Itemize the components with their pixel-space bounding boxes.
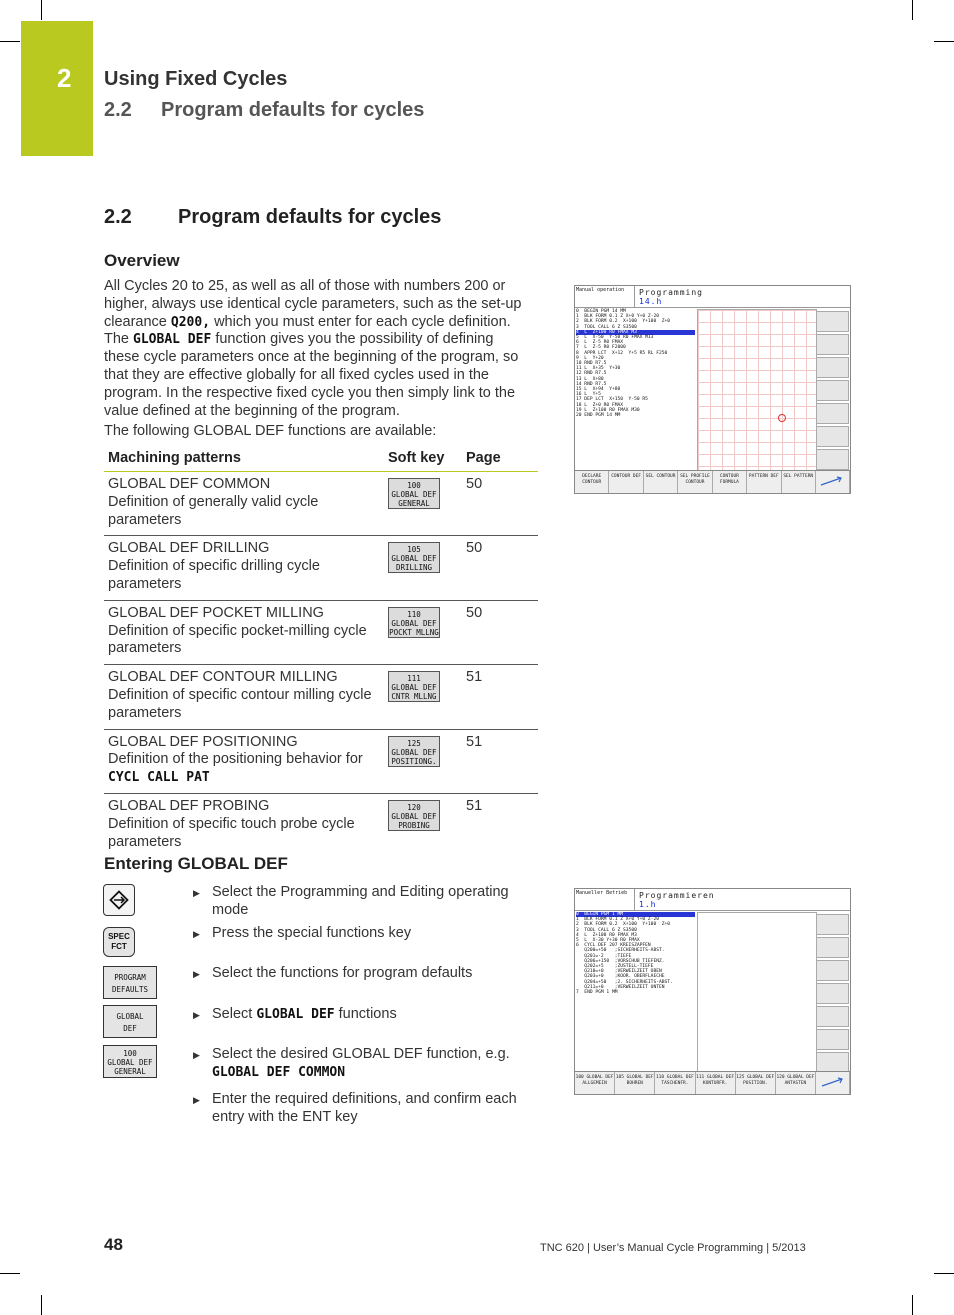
softkey-label: GENERAL — [398, 499, 430, 508]
crop-mark — [912, 1295, 913, 1315]
softkey-label: POCKT MLLNG — [389, 627, 439, 637]
program-line: 5 L X-30 Y+30 R0 FMAX — [576, 938, 640, 944]
program-line: 8 APPR LCT X+12 Y+5 R5 RL F250 — [576, 350, 668, 356]
table-row — [104, 729, 538, 793]
col-header-page: Page — [462, 446, 538, 472]
softkey-cell — [384, 665, 462, 729]
spec-fct-key[interactable] — [103, 927, 135, 957]
desc-text: Definition of the positioning behavior for — [108, 751, 363, 768]
screen-softkey[interactable]: SEL CONTOUR — [644, 471, 678, 493]
softkey-cell — [384, 729, 462, 793]
key-label: PROGRAM — [114, 973, 146, 982]
softkey-cell — [384, 536, 462, 600]
softkey-bar — [575, 1071, 850, 1094]
overview-paragraph — [104, 278, 528, 420]
desc-text: Definition of specific contour milling cycle parameters — [108, 686, 372, 721]
program-line: 4 L Z+100 R0 FMAX M3 — [576, 932, 637, 938]
tool-marker-icon — [778, 414, 786, 422]
graphics-window — [697, 309, 817, 471]
softkey-cell — [384, 793, 462, 857]
program-line: 0 BEGIN PGM 14 MM — [576, 309, 626, 314]
program-line: 2 BLK FORM 0.2 X+100 Y+100 Z+0 — [576, 319, 671, 325]
program-line: 11 L X+35 Y+30 — [576, 366, 621, 372]
softkey-label: GLOBAL DEF — [391, 683, 437, 693]
crop-mark — [0, 1273, 20, 1274]
pattern-cell — [104, 665, 384, 729]
bullet-arrow-icon: ▶ — [193, 888, 200, 898]
softkey-arrow-icon[interactable] — [816, 1072, 850, 1094]
program-line: 7 L Z-5 R0 F2000 — [576, 345, 626, 351]
program-defaults-softkey[interactable] — [103, 966, 157, 999]
key-label: GENERAL — [114, 1067, 146, 1076]
step-item — [193, 965, 533, 983]
tnc-screenshot-global-def — [574, 888, 851, 1095]
crop-mark — [934, 41, 954, 42]
overview-paragraph-2: The following GLOBAL DEF functions are available: — [104, 423, 437, 439]
pattern-cell — [104, 472, 384, 536]
table-row — [104, 793, 538, 857]
program-line: 9 L Y+20 — [576, 355, 604, 361]
screen-softkey[interactable]: 111 GLOBAL DEF KONTURFR. — [696, 1072, 736, 1094]
program-line: 4 L Z+100 R0 FMAX M3 — [576, 330, 695, 335]
global-def-table — [104, 446, 538, 857]
softkey-label: 120 — [407, 802, 421, 812]
program-line: 0 BEGIN PGM 1 MM — [576, 912, 695, 917]
softkey-label: 110 — [407, 609, 421, 619]
pattern-name: GLOBAL DEF DRILLING — [108, 540, 270, 557]
screen-softkey[interactable]: CONTOUR FORMULA — [713, 471, 747, 493]
program-line: 5 L X-50 Y-50 R0 FMAX M13 — [576, 335, 654, 341]
pattern-cell — [104, 600, 384, 664]
pattern-desc — [108, 623, 380, 659]
screen-title-text: Programming — [639, 288, 703, 297]
softkey-label: 125 — [407, 738, 421, 748]
table-row — [104, 536, 538, 600]
program-line: 20 END PGM 14 MM — [576, 413, 621, 419]
desc-text: Definition of specific touch probe cycle parameters — [108, 815, 355, 850]
page-cell: 51 — [466, 797, 483, 814]
softkey-cell — [384, 600, 462, 664]
pattern-desc — [108, 494, 380, 530]
step-item — [193, 925, 533, 943]
page-number: 48 — [104, 1235, 123, 1254]
section-title: Program defaults for cycles — [178, 206, 442, 228]
program-line: 3 TOOL CALL 6 Z S3500 — [576, 324, 637, 330]
pattern-desc — [108, 751, 380, 787]
screen-softkey[interactable]: 120 GLOBAL DEF ANTASTEN — [776, 1072, 816, 1094]
pattern-name: GLOBAL DEF COMMON — [108, 476, 271, 492]
step-text: Press the special functions key — [212, 925, 412, 941]
softkey-arrow-icon[interactable] — [816, 471, 850, 493]
step-text: Select — [212, 1006, 257, 1022]
step-item — [193, 1006, 533, 1024]
text-span: All Cycles 20 to 25, as well as all of those with numbers 200 or higher, always use identical cycle parameters, such as the set-up clearance — [104, 278, 522, 330]
screen-softkey[interactable]: 110 GLOBAL DEF TASCHENFR. — [655, 1072, 695, 1094]
overview-heading: Overview — [104, 251, 180, 270]
softkey-label: GLOBAL DEF — [391, 618, 437, 628]
step-text: functions — [334, 1006, 397, 1022]
step-item — [193, 1091, 533, 1127]
desc-text: Definition of specific pocket-milling cycle parameters — [108, 622, 367, 657]
step-item — [193, 1046, 533, 1082]
arrow-icon — [817, 474, 847, 488]
program-line: 1 BLK FORM 0.1 Z X+0 Y+0 Z-20 — [576, 314, 659, 320]
step-text: Select the Programming and Editing operating mode — [212, 884, 509, 918]
program-line: 13 L X+80 — [576, 376, 604, 382]
screen-mode-label: Manual operation — [575, 286, 635, 308]
step-text: Enter the required definitions, and confirm each entry with the ENT key — [212, 1091, 517, 1125]
section-heading — [104, 206, 441, 229]
program-line: 10 RND R7.5 — [576, 361, 607, 367]
crop-mark — [0, 41, 20, 42]
program-line: Q203=+0 ;KOOR. OBERFLAECHE — [576, 974, 665, 980]
col-header-patterns: Machining patterns — [104, 446, 384, 472]
screen-softkey[interactable]: 105 GLOBAL DEF BOHREN — [615, 1072, 655, 1094]
bullet-arrow-icon: ▶ — [193, 1095, 200, 1105]
program-line: Q204=+50 ;2. SICHERHEITS-ABST. — [576, 979, 673, 985]
programming-mode-icon — [104, 885, 134, 915]
key-label: SPEC — [108, 932, 130, 941]
screen-softkey[interactable]: SEL PATTERN — [782, 471, 816, 493]
program-line: Q201=-2 ;TIEFE — [576, 953, 632, 959]
crop-mark — [41, 1295, 42, 1315]
program-line: 17 DEP LCT X+150 Y-50 R5 — [576, 397, 648, 403]
program-listing — [576, 309, 695, 418]
arrow-icon — [818, 1075, 848, 1089]
program-line: 14 RND R7.5 — [576, 381, 607, 387]
page-cell: 50 — [462, 600, 538, 664]
softkey-label: 105 — [407, 545, 421, 555]
table-row — [104, 665, 538, 729]
key-label: GLOBAL DEF — [107, 1058, 153, 1067]
program-line: 2 BLK FORM 0.2 X+100 Y+100 Z+0 — [576, 922, 671, 928]
page-cell: 51 — [462, 729, 538, 793]
softkey-cell — [384, 472, 462, 536]
screen-softkey[interactable]: 100 GLOBAL DEF ALLGEMEIN — [575, 1072, 615, 1094]
crop-mark — [934, 1273, 954, 1274]
key-label: FCT — [111, 942, 127, 951]
softkey-label: GLOBAL DEF — [391, 490, 437, 499]
program-line: 6 CYCL DEF 207 KREISZAPFEN — [576, 943, 651, 949]
program-line: 19 L Z+100 R0 FMAX M30 — [576, 407, 640, 413]
global-def-softkey[interactable] — [388, 736, 440, 767]
section-header-title: Program defaults for cycles — [161, 99, 425, 121]
program-listing — [576, 912, 695, 995]
screen-filename: 1.h — [639, 900, 657, 909]
program-line: 12 RND R7.5 — [576, 371, 607, 377]
global-def-softkey[interactable] — [388, 478, 440, 509]
program-line: 18 L Z+0 R0 FMAX — [576, 402, 624, 408]
page-cell: 50 — [462, 472, 538, 536]
global-def-softkey[interactable] — [388, 800, 440, 831]
desc-text: Definition of generally valid cycle parameters — [108, 493, 319, 528]
softkey-label: CNTR MLLNG — [391, 692, 437, 702]
col-header-softkey: Soft key — [384, 446, 462, 472]
softkey-label: GLOBAL DEF — [391, 747, 437, 757]
global-def-softkey[interactable] — [388, 671, 440, 702]
pattern-desc — [108, 687, 380, 723]
pattern-name: GLOBAL DEF POSITIONING — [108, 733, 298, 750]
bullet-arrow-icon: ▶ — [193, 969, 200, 979]
global-def-common-softkey[interactable] — [103, 1045, 157, 1078]
code-q200: Q200, — [170, 314, 211, 330]
program-line: Q210=+0 ;VERWEILZEIT OBEN — [576, 969, 662, 975]
program-line: Q211=+0 ;VERWEILZEIT UNTEN — [576, 984, 665, 990]
key-label: 100 — [123, 1049, 137, 1058]
softkey-label: 111 — [407, 674, 421, 684]
screen-softkey[interactable]: DECLARE CONTOUR — [575, 471, 609, 493]
footer-text: TNC 620 | User’s Manual Cycle Programming | 5/2013 — [540, 1242, 806, 1254]
pattern-name: GLOBAL DEF POCKET MILLING — [108, 604, 324, 621]
program-line: 15 L X+94 Y+80 — [576, 387, 621, 393]
section-header — [104, 99, 424, 122]
entering-heading: Entering GLOBAL DEF — [104, 854, 288, 873]
program-line: 7 END PGM 1 MM — [576, 990, 618, 996]
programming-mode-key[interactable] — [103, 884, 135, 916]
graphics-window — [697, 912, 817, 1074]
desc-code: CYCL CALL PAT — [108, 770, 210, 786]
global-def-softkey[interactable] — [103, 1005, 157, 1038]
program-line: Q206=+150 ;VORSCHUB TIEFENZ. — [576, 958, 665, 964]
tnc-screenshot-programming — [574, 285, 851, 494]
section-number: 2.2 — [104, 206, 132, 228]
pattern-desc — [108, 816, 380, 852]
program-line: Q200=+50 ;SICHERHEITS-ABST. — [576, 948, 665, 954]
step-text: Select the desired GLOBAL DEF function, e.g. — [212, 1046, 510, 1062]
chapter-number: 2 — [57, 63, 72, 93]
softkey-label: GLOBAL DEF — [391, 811, 437, 821]
pattern-name: GLOBAL DEF CONTOUR MILLING — [108, 669, 338, 686]
global-def-softkey[interactable] — [388, 542, 440, 573]
bullet-arrow-icon: ▶ — [193, 1010, 200, 1020]
step-item — [193, 884, 533, 920]
pattern-cell — [104, 536, 384, 600]
page-cell: 51 — [462, 665, 538, 729]
table-header-row — [104, 446, 538, 472]
softkey-label: DRILLING — [395, 563, 433, 573]
softkey-label: 100 — [407, 481, 421, 490]
crop-mark — [41, 0, 42, 20]
softkey-label: POSITIONG. — [391, 756, 437, 766]
code-global-def: GLOBAL DEF — [133, 332, 212, 348]
chapter-title: Using Fixed Cycles — [104, 68, 288, 90]
screen-title-text: Programmieren — [639, 891, 715, 900]
table-row — [104, 600, 538, 664]
global-def-softkey[interactable] — [388, 607, 440, 638]
program-line: 1 BLK FORM 0.1 Z X+0 Y+0 Z-20 — [576, 917, 659, 923]
softkey-label: GLOBAL DEF — [391, 554, 437, 564]
screen-mode-label: Manueller Betrieb — [575, 889, 635, 911]
program-line: 16 L Y+5 — [576, 392, 601, 398]
key-label: GLOBAL — [116, 1012, 144, 1021]
screen-title — [635, 286, 850, 308]
screen-softkey[interactable]: 125 GLOBAL DEF POSITION. — [736, 1072, 776, 1094]
desc-text: Definition of specific drilling cycle parameters — [108, 558, 320, 592]
program-line: Q202=+5 ;ZUSTELL-TIEFE — [576, 964, 654, 970]
text-span: which you must enter for each cycle definition. The — [104, 313, 511, 348]
pattern-desc — [108, 558, 380, 594]
program-line: 3 TOOL CALL 6 Z S3500 — [576, 927, 637, 933]
step-text: Select the functions for program defaults — [212, 965, 473, 981]
softkey-label: PROBING — [398, 820, 430, 830]
program-line: 6 L Z-5 R0 FMAX — [576, 340, 624, 346]
key-label: DEF — [123, 1024, 137, 1033]
page-cell: 50 — [462, 536, 538, 600]
key-label: DEFAULTS — [111, 985, 149, 994]
bullet-arrow-icon: ▶ — [193, 1050, 200, 1060]
step-code: GLOBAL DEF COMMON — [212, 1064, 346, 1080]
screen-softkey[interactable]: CONTOUR DEF — [609, 471, 643, 493]
step-code: GLOBAL DEF — [256, 1007, 335, 1022]
softkey-bar — [575, 470, 850, 493]
screen-title — [635, 889, 850, 911]
screen-filename: 14.h — [639, 297, 663, 306]
pattern-name: GLOBAL DEF PROBING — [108, 797, 270, 814]
section-header-number: 2.2 — [104, 99, 132, 121]
pattern-cell — [104, 793, 384, 857]
crop-mark — [912, 0, 913, 20]
vertical-softkey-bar — [815, 309, 850, 471]
text-span: function gives you the possibility of defining these cycle parameters once at the beginning of the program, so that they are effective globally for all fixed cycles used in the program. In the respective fixed cycle you then simply link to the value defined at the beginning of the program. — [104, 331, 519, 419]
pattern-cell — [104, 729, 384, 793]
bullet-arrow-icon: ▶ — [193, 929, 200, 939]
table-row — [104, 472, 538, 536]
vertical-softkey-bar — [815, 912, 850, 1072]
screen-softkey[interactable]: PATTERN DEF — [747, 471, 781, 493]
screen-softkey[interactable]: SEL PROFILE CONTOUR — [678, 471, 712, 493]
